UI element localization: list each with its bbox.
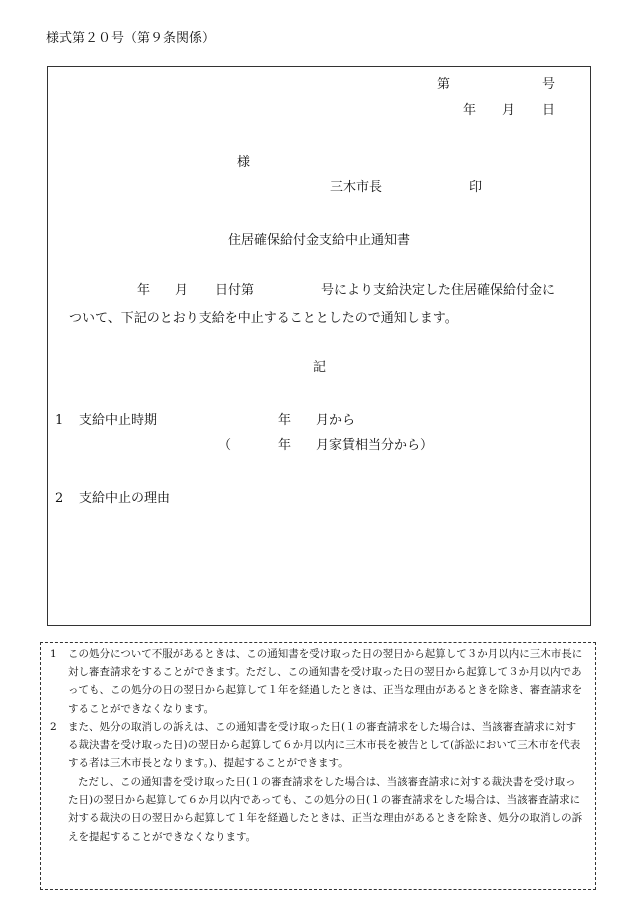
- item-1-paren-open: （: [218, 438, 232, 453]
- issue-date-month: 月: [502, 103, 516, 118]
- item-1-month-from: 月から: [316, 413, 356, 428]
- note-2-number: 2: [50, 721, 57, 733]
- seal-mark: 印: [469, 180, 483, 195]
- appeal-notes-box: [40, 642, 596, 890]
- item-1-year: 年: [278, 413, 292, 428]
- item-1-paren-year: 年: [278, 438, 292, 453]
- reference-date-month: 月: [175, 283, 189, 298]
- body-line-2: ついて、下記のとおり支給を中止することとしたので通知します。: [69, 311, 458, 326]
- note-2: [50, 718, 586, 773]
- item-1-label: 支給中止時期: [79, 413, 158, 428]
- addressee-honorific: 様: [237, 155, 251, 170]
- item-1-number: 1: [55, 413, 64, 428]
- document-number-prefix: 第: [437, 77, 451, 92]
- form-label: 様式第２０号（第９条関係）: [46, 31, 216, 46]
- document-title: 住居確保給付金支給中止通知書: [228, 233, 411, 248]
- sender-name: 三木市長: [330, 180, 383, 195]
- item-1-rent-portion: 月家賃相当分から）: [316, 438, 434, 453]
- issue-date-day: 日: [542, 103, 556, 118]
- note-2-text: また、処分の取消しの訴えは、この通知書を受け取った日(１の審査請求をした場合は、当該審査請求に対する裁決書を受け取った日)の翌日から起算して６か月以内に三木市長を被告として(訴訟において三木市を代表する者は三木市長となります。)、提起することができます。: [68, 721, 581, 770]
- reference-date-day: 日付第: [215, 283, 255, 298]
- note-2-continuation: [50, 773, 586, 846]
- note-1-text: この処分について不服があるときは、この通知書を受け取った日の翌日から起算して３か月以内に三木市長に対し審査請求をすることができます。ただし、この通知書を受け取った日の翌日から起算して３か月以内であっても、この処分の日の翌日から起算して１年を経過したときは、正当な理由があるときを除き、審査請求をすることができなくなります。: [68, 648, 583, 715]
- issue-date-year: 年: [463, 103, 477, 118]
- note-1: [50, 645, 586, 718]
- ki-heading: 記: [313, 360, 327, 375]
- document-number-suffix: 号: [542, 77, 556, 92]
- reference-date-year: 年: [137, 283, 151, 298]
- note-1-number: 1: [50, 648, 57, 660]
- body-line-1: 号により支給決定した住居確保給付金に: [321, 283, 556, 298]
- notice-body-frame: [47, 66, 591, 626]
- item-2-number: 2: [55, 491, 64, 506]
- item-2-label: 支給中止の理由: [79, 491, 171, 506]
- note-2-continuation-text: ただし、この通知書を受け取った日(１の審査請求をした場合は、当該審査請求に対する裁決書を受け取った日)の翌日から起算して６か月以内であっても、この処分の日(１の審査請求をした場合は、当該審査請求に対する裁決の日の翌日から起算して１年を経過したときは、正当な理由があるときを除き、処分の取消しの訴えを提起することができなくなります。: [68, 776, 583, 843]
